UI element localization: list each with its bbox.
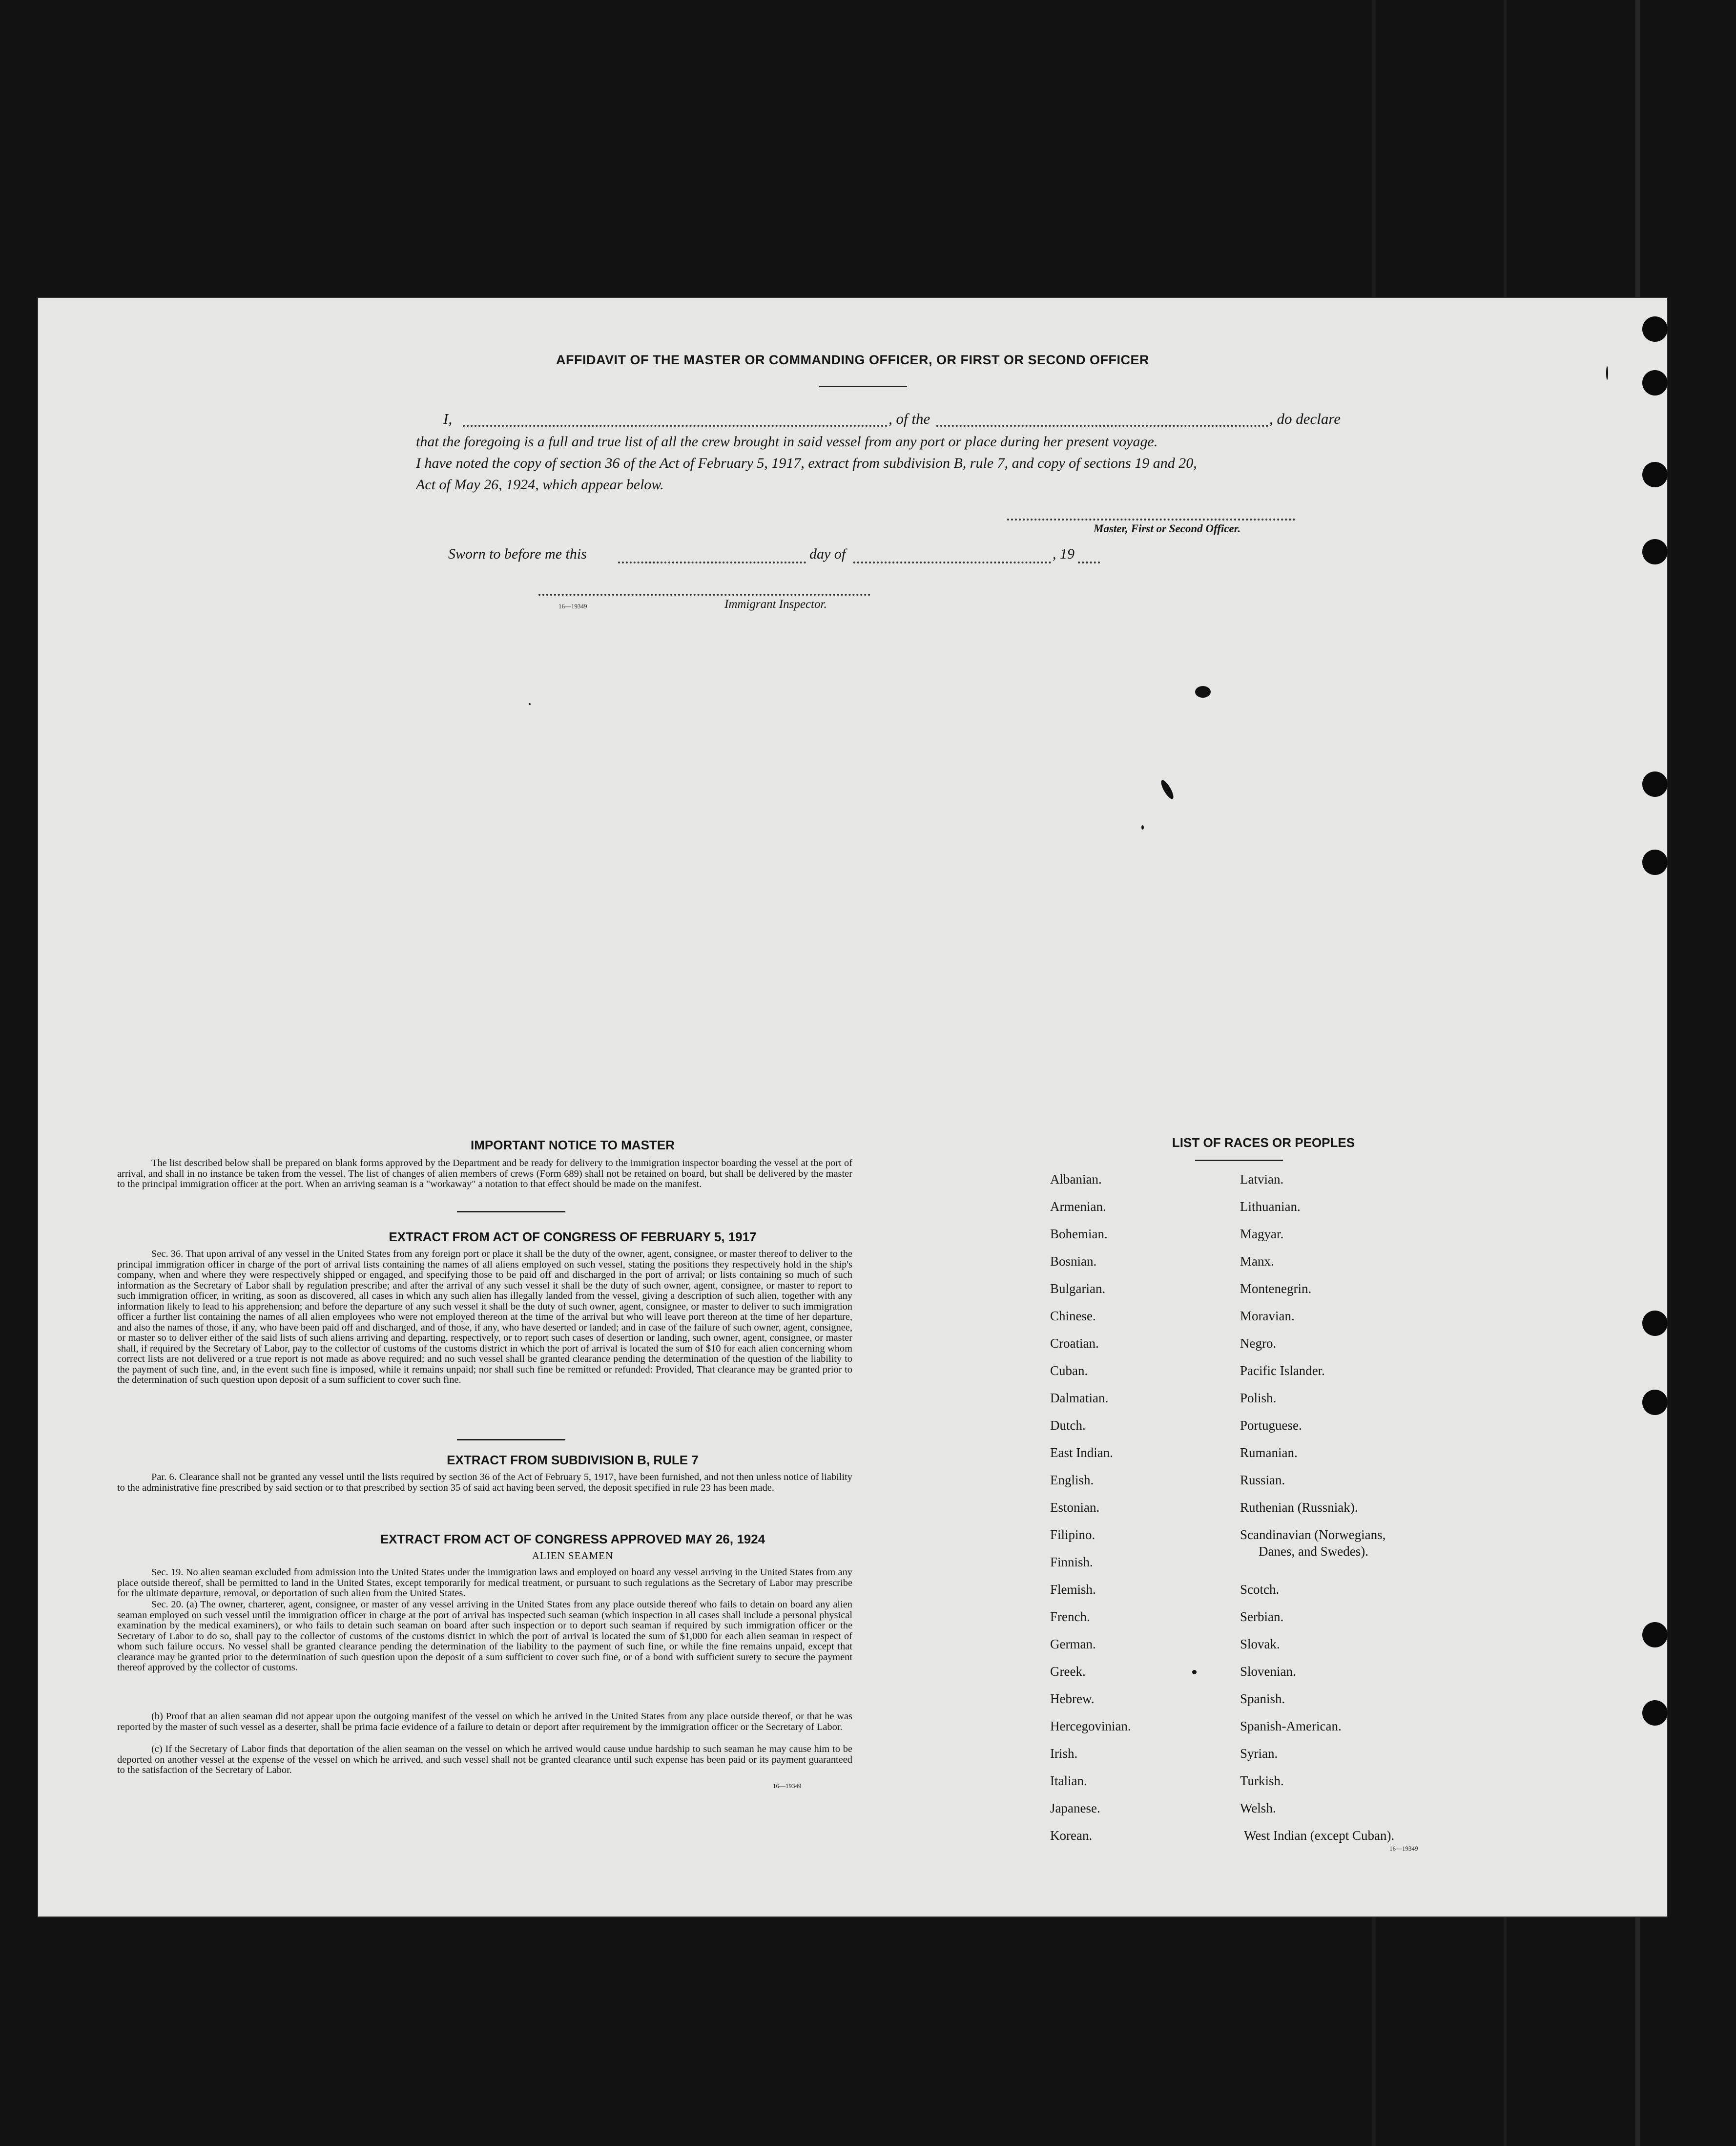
race-item: West Indian (except Cuban). xyxy=(1244,1828,1395,1843)
race-item: Italian. xyxy=(1050,1773,1087,1788)
form-number: 16—19349 xyxy=(558,603,587,610)
year-label: , 19 xyxy=(1053,546,1075,562)
notice-heading: IMPORTANT NOTICE TO MASTER xyxy=(471,1138,675,1152)
vessel-line xyxy=(936,425,1268,427)
race-item: Magyar. xyxy=(1240,1227,1284,1241)
race-item: Negro. xyxy=(1240,1336,1277,1351)
race-item: Manx. xyxy=(1240,1254,1274,1269)
extract-1924-sec19: Sec. 19. No alien seaman excluded from admission into the United States under the immigration laws and employed on board any vessel arriving in the United States from any place outside thereof, shall be permitted to land in the United States, except temporarily for medical treatment, or pursuant to such regulations as the Secretary of Labor may prescribe for the ultimate departure, removal, or deportation of such alien from the United States. xyxy=(117,1567,852,1599)
extract-1917-heading: EXTRACT FROM ACT OF CONGRESS OF FEBRUARY 5, 1917 xyxy=(389,1229,757,1244)
race-item: Danes, and Swedes). xyxy=(1259,1544,1368,1559)
race-item: Dalmatian. xyxy=(1050,1391,1109,1405)
punch-hole xyxy=(1642,316,1668,342)
sworn-month-line xyxy=(853,562,1051,563)
races-heading: LIST OF RACES OR PEOPLES xyxy=(1172,1135,1355,1150)
ink-speck xyxy=(1141,825,1144,830)
race-item: Scandinavian (Norwegians, xyxy=(1240,1527,1386,1542)
punch-hole xyxy=(1642,771,1668,797)
inspector-signature-line xyxy=(538,594,870,596)
ink-speck xyxy=(529,703,531,705)
extract-1924-sec20c: (c) If the Secretary of Labor finds that deportation of the alien seaman on the vessel on which he arrived would cause undue hardship to such seaman he may cause him to be deported on another vessel at the expense of the vessel on which he arrived, and such vessel shall not be granted clearance until such expense has been paid or its payment guaranteed to the satisfaction of the Secretary of Labor. xyxy=(117,1744,852,1775)
form-number: 16—19349 xyxy=(773,1782,802,1790)
race-item: Hercegovinian. xyxy=(1050,1719,1131,1733)
race-item: German. xyxy=(1050,1637,1096,1651)
race-item: Spanish. xyxy=(1240,1691,1285,1706)
ink-blot xyxy=(1195,686,1211,698)
race-item: Finnish. xyxy=(1050,1555,1093,1569)
extract-1917-text: Sec. 36. That upon arrival of any vessel in the United States from any foreign port or place it shall be the duty of the owner, agent, consignee, or master thereof to deliver to the principal immigration officer in charge of the port of arrival lists containing the names of all aliens employed on such vessel, stating the positions they respectively hold in the ship's company, when and where they were respectively shipped or engaged, and specifying those to be paid off and discharged in the port of arrival; or lists containing so much of such information as the Secretary of Labor shall by regulation prescribe; and after the arrival of any such vessel it shall be the duty of such owner, agent, consignee, or master to report to such immigration officer, in writing, as soon as discovered, all cases in which any such alien has illegally landed from the vessel, giving a description of such alien, together with any information likely to lead to his apprehension; and before the departure of any such vessel it shall be the duty of such owner, agent, consignee, or master to deliver to such immigration officer a further list containing the names of all alien employees who were not employed thereon at the time of the arrival but who will leave port thereon at the time of her departure, and also the names of those, if any, who have been paid off and discharged, and of those, if any, who have deserted or landed; and in case of the failure of such owner, agent, consignee, or master so to deliver either of the said lists of such aliens arriving and departing, respectively, or to report such cases of desertion or landing, such owner, agent, consignee, or master shall, if required by the Secretary of Labor, pay to the collector of customs of the customs district in which the port of arrival is located the sum of $10 for each alien concerning whom correct lists are not delivered or a true report is not made as above required; and no such vessel shall be granted clearance pending the determination of the question of the liability to the payment of such fine, and, in the event such fine is imposed, while it remains unpaid; nor shall such fine be remitted or refunded: Provided, That clearance may be granted prior to the determination of such question upon deposit of a sum sufficient to cover such fine. xyxy=(117,1249,852,1385)
race-item: Turkish. xyxy=(1240,1773,1284,1788)
sworn-label: Sworn to before me this xyxy=(448,546,587,562)
punch-hole xyxy=(1642,850,1668,875)
race-item: Serbian. xyxy=(1240,1609,1284,1624)
extract-rule7-text: Par. 6. Clearance shall not be granted any vessel until the lists required by section 36 of the Act of February 5, 1917, have been furnished, and not then unless notice of liability to the administrative fine prescribed by said section or to that prescribed by section 35 of said act having been served, the deposit specified in rule 23 has been made. xyxy=(117,1472,852,1493)
race-item: Dutch. xyxy=(1050,1418,1086,1433)
race-item: English. xyxy=(1050,1473,1094,1487)
extract-1924-sec20b: (b) Proof that an alien seaman did not appear upon the outgoing manifest of the vessel on which he arrived in the United States from any place outside thereof, or that he was reported by the master of such vessel as a deserter, shall be prima facie evidence of a failure to detain or deport after requirement by the immigration officer or the Secretary of Labor. xyxy=(117,1711,852,1732)
race-item: Estonian. xyxy=(1050,1500,1100,1515)
race-item: French. xyxy=(1050,1609,1090,1624)
race-item: Scotch. xyxy=(1240,1582,1280,1597)
affidavit-do-declare-label: , do declare xyxy=(1269,410,1341,427)
race-item: Croatian. xyxy=(1050,1336,1099,1351)
race-item: Slovak. xyxy=(1240,1637,1280,1651)
race-item: Lithuanian. xyxy=(1240,1199,1301,1214)
race-item: Rumanian. xyxy=(1240,1445,1298,1460)
race-item: Montenegrin. xyxy=(1240,1281,1312,1296)
notice-text: The list described below shall be prepared on blank forms approved by the Department and be ready for delivery to the immigration inspector boarding the vessel at the port of arrival, and shall in no instance be taken from the vessel. The list of changes of alien members of crews (Form 689) shall not be retained on board, but shall be delivered by the master to the principal immigration officer at the port. When an arriving seaman is a "workaway" a notation to that effect should be made on the manifest. xyxy=(117,1158,852,1189)
race-item: Portuguese. xyxy=(1240,1418,1302,1433)
race-item: Pacific Islander. xyxy=(1240,1363,1325,1378)
section-rule xyxy=(457,1439,565,1440)
ink-blot xyxy=(1159,778,1176,800)
affidavit-heading: AFFIDAVIT OF THE MASTER OR COMMANDING OFFICER, OR FIRST OR SECOND OFFICER xyxy=(556,353,1149,367)
manifest-page xyxy=(38,298,1667,1917)
punch-hole xyxy=(1642,1311,1668,1336)
punch-hole xyxy=(1642,1390,1668,1415)
extract-1924-sec20a: Sec. 20. (a) The owner, charterer, agent, consignee, or master of any vessel arriving in the United States from any place outside thereof who fails to detain on board any alien seaman employed on such vessel until the immigration officer in charge at the port of arrival has inspected such seaman (which inspection in all cases shall include a personal physical examination by the medical examiners), or who fails to detain such seaman on board after such inspection or to deport such seaman if required by such immigration officer or the Secretary of Labor to do so, shall pay to the collector of customs of the customs district in which the port of arrival is located the sum of $1,000 for each alien seaman in respect of whom such failure occurs. No vessel shall be granted clearance pending the determination of the liability to the payment of such fine, or while the fine remains unpaid, except that clearance may be granted prior to the determination of such question upon the deposit of a sum sufficient to cover such fine, or of a bond with sufficient surety to secure the payment thereof approved by the collector of customs. xyxy=(117,1599,852,1673)
race-item: Korean. xyxy=(1050,1828,1093,1843)
punch-hole xyxy=(1642,539,1668,564)
race-item: Syrian. xyxy=(1240,1746,1278,1761)
race-item: Filipino. xyxy=(1050,1527,1095,1542)
race-item: Cuban. xyxy=(1050,1363,1088,1378)
day-of-label: day of xyxy=(809,546,846,562)
sworn-day-line xyxy=(618,562,806,563)
master-signature-line xyxy=(1007,519,1295,521)
extract-1924-subheading: ALIEN SEAMEN xyxy=(532,1550,614,1562)
affidavit-line-3: I have noted the copy of section 36 of the Act of February 5, 1917, extract from subdivision B, rule 7, and copy of sections 19 and 20, xyxy=(416,455,1197,471)
inspector-caption: Immigrant Inspector. xyxy=(724,598,827,611)
race-item: Moravian. xyxy=(1240,1309,1295,1323)
punch-hole xyxy=(1642,462,1668,487)
affidavit-line-4: Act of May 26, 1924, which appear below. xyxy=(416,477,664,493)
race-item: Albanian. xyxy=(1050,1172,1102,1187)
affidavit-of-the-label: , of the xyxy=(889,410,930,427)
races-heading-rule xyxy=(1195,1160,1283,1161)
race-item: Armenian. xyxy=(1050,1199,1106,1214)
race-item: Hebrew. xyxy=(1050,1691,1095,1706)
race-item: Ruthenian (Russniak). xyxy=(1240,1500,1358,1515)
punch-hole xyxy=(1642,1622,1668,1647)
heading-rule xyxy=(819,386,907,387)
race-item: Welsh. xyxy=(1240,1801,1276,1815)
affidavit-line-2: that the foregoing is a full and true list of all the crew brought in said vessel from any port or place during her present voyage. xyxy=(416,434,1158,450)
race-item: Polish. xyxy=(1240,1391,1277,1405)
extract-rule7-heading: EXTRACT FROM SUBDIVISION B, RULE 7 xyxy=(447,1453,699,1467)
punch-hole xyxy=(1642,370,1668,396)
race-item: Chinese. xyxy=(1050,1309,1096,1323)
section-rule xyxy=(457,1211,565,1212)
punch-hole xyxy=(1642,1700,1668,1726)
race-item: Bohemian. xyxy=(1050,1227,1108,1241)
race-item: Spanish-American. xyxy=(1240,1719,1342,1733)
affidavit-i-label: I, xyxy=(443,410,453,427)
ink-speck xyxy=(1606,366,1608,380)
race-item: Bulgarian. xyxy=(1050,1281,1106,1296)
name-line xyxy=(463,425,888,427)
race-item: Slovenian. xyxy=(1240,1664,1296,1679)
sworn-year-line xyxy=(1078,562,1100,563)
master-signature-caption: Master, First or Second Officer. xyxy=(1094,522,1241,535)
race-item: East Indian. xyxy=(1050,1445,1113,1460)
race-item: Flemish. xyxy=(1050,1582,1096,1597)
race-item: Russian. xyxy=(1240,1473,1285,1487)
race-item: Latvian. xyxy=(1240,1172,1284,1187)
race-item: Irish. xyxy=(1050,1746,1078,1761)
race-item: Bosnian. xyxy=(1050,1254,1097,1269)
extract-1924-heading: EXTRACT FROM ACT OF CONGRESS APPROVED MAY 26, 1924 xyxy=(380,1532,765,1546)
race-item: Greek. xyxy=(1050,1664,1086,1679)
form-number: 16—19349 xyxy=(1389,1845,1418,1852)
race-item: Japanese. xyxy=(1050,1801,1100,1815)
ink-speck xyxy=(1192,1670,1197,1674)
